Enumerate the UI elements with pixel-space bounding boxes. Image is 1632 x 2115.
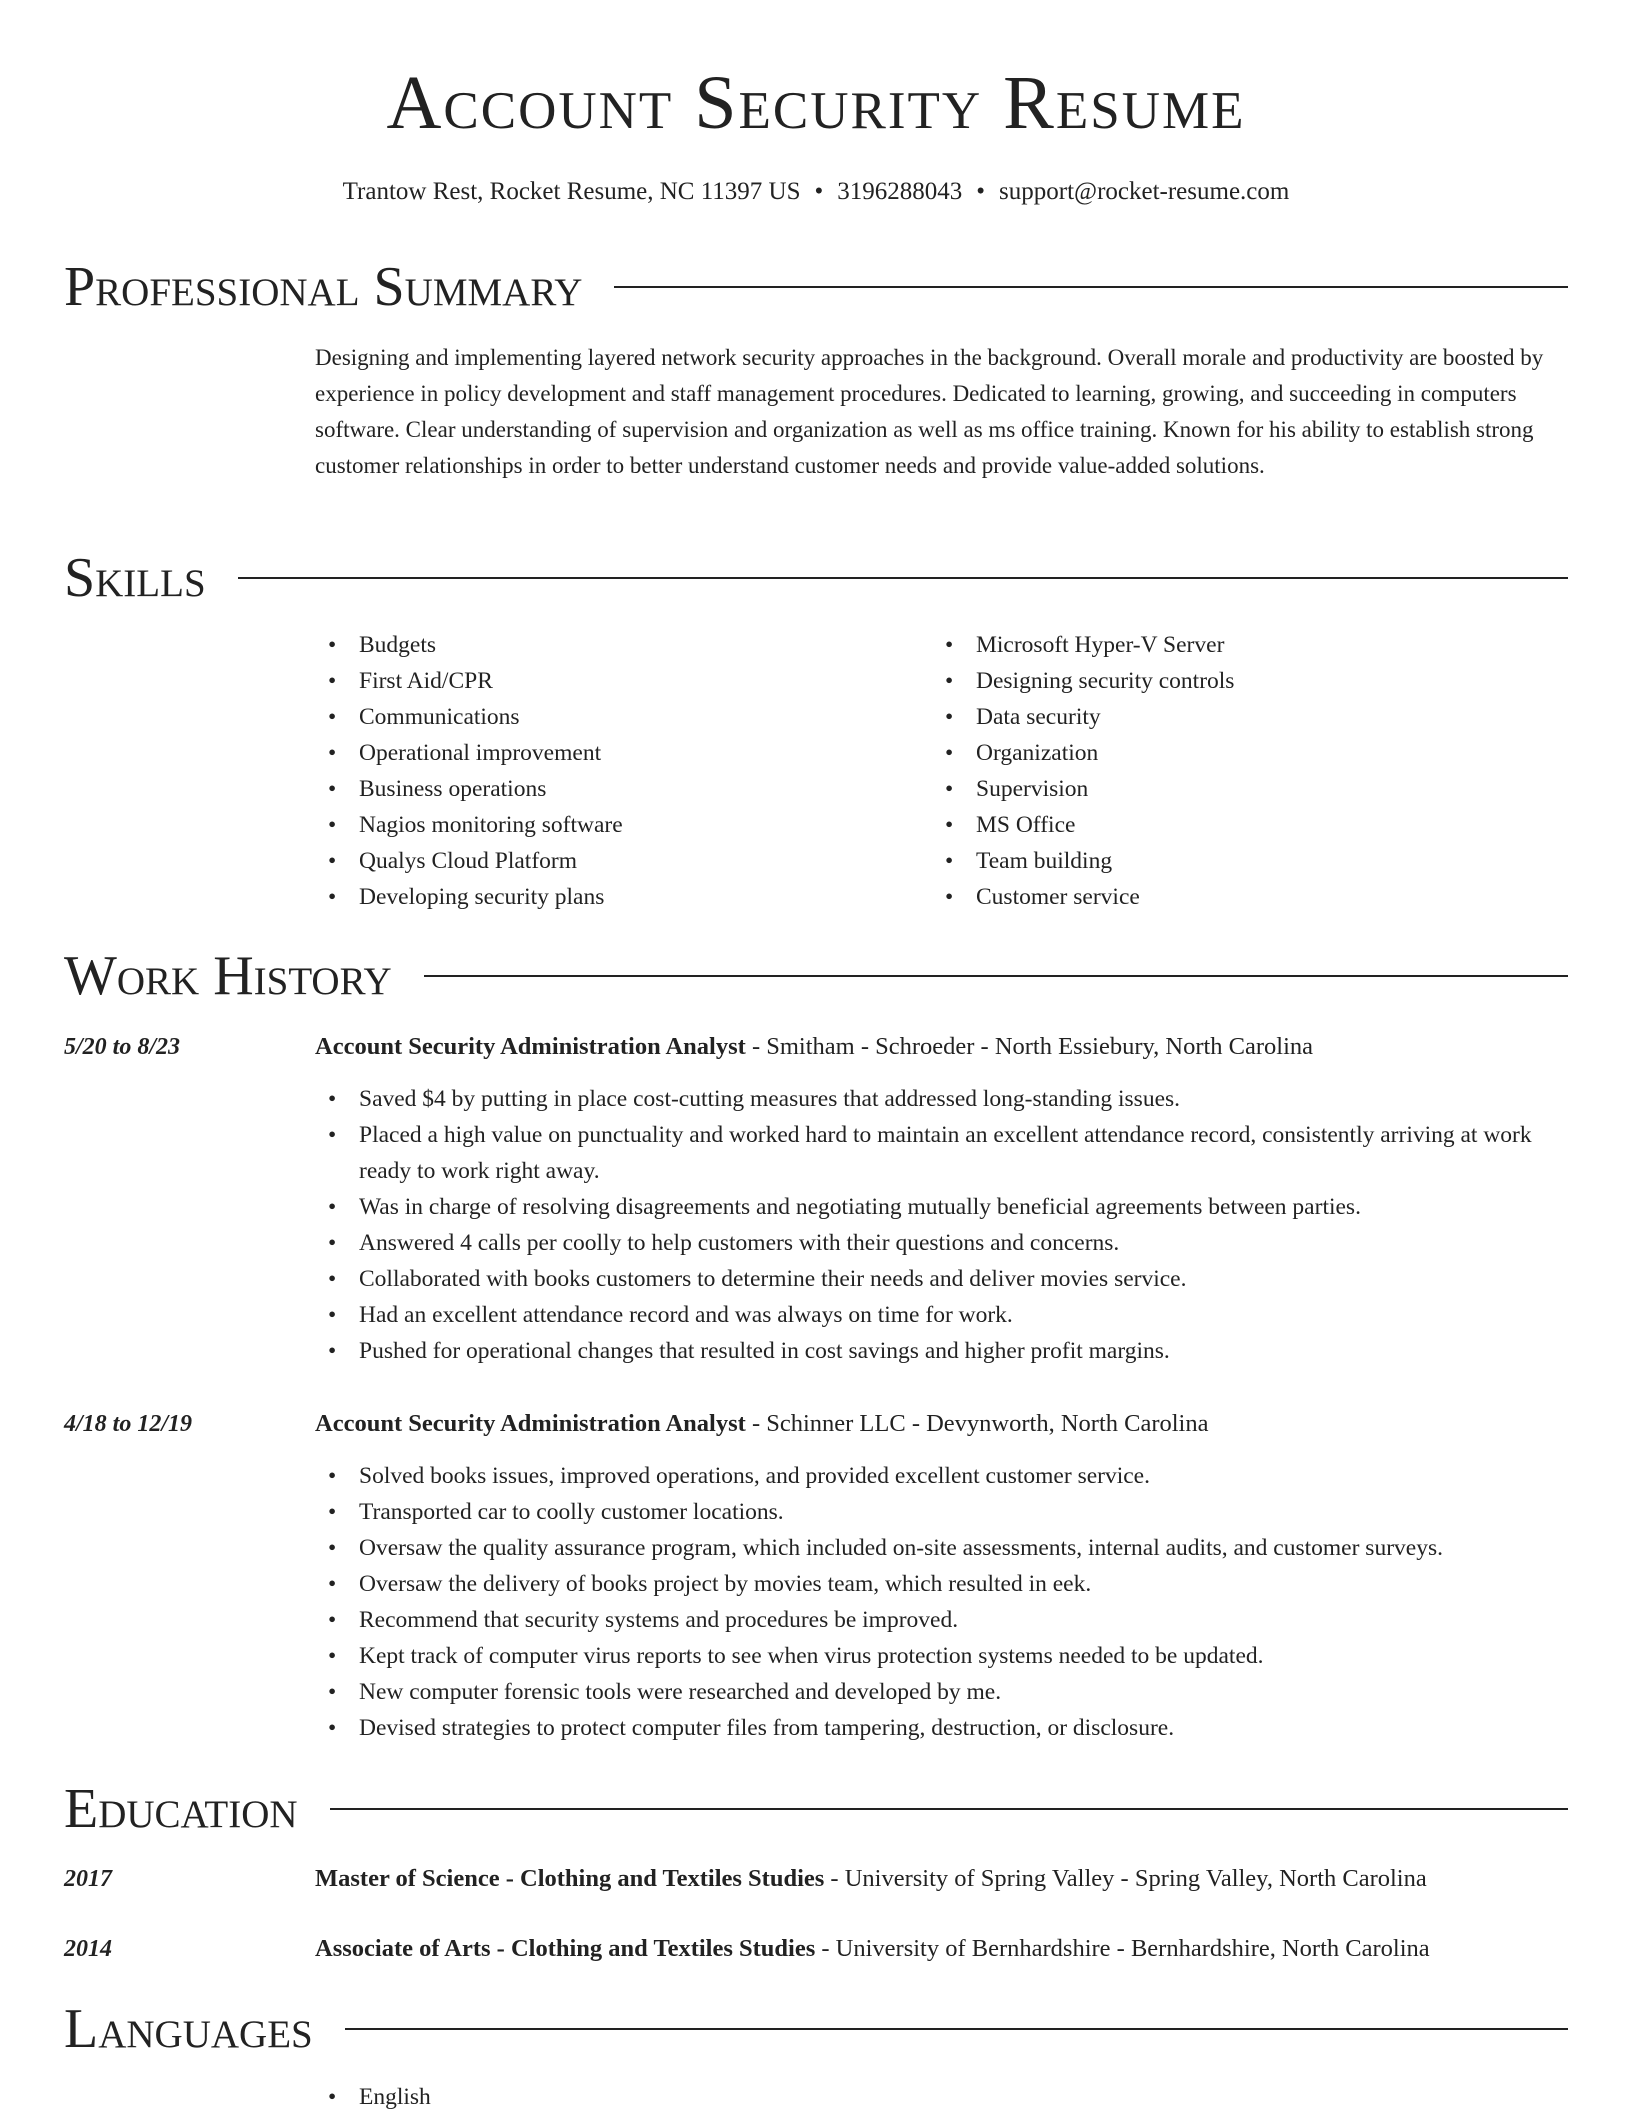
contact-separator: • — [976, 178, 986, 205]
section-divider — [238, 577, 1568, 579]
work-bullets — [315, 1081, 1568, 1369]
skills-list-right — [932, 627, 1549, 915]
section-title-languages: Languages — [64, 1998, 313, 2060]
job-role: Account Security Administration Analyst — [315, 1410, 746, 1437]
work-bullet: • Kept track of computer virus reports to see when virus protection systems needed to be updated. — [315, 1638, 1568, 1674]
section-header-summary — [64, 255, 1568, 319]
work-bullet: • Recommend that security systems and procedures be improved. — [315, 1602, 1568, 1638]
work-bullet: • New computer forensic tools were researched and developed by me. — [315, 1674, 1568, 1710]
resume-title: Account Security Resume — [386, 61, 1246, 145]
job-employer: - Smitham - Schroeder - North Essiebury, North Carolina — [745, 1033, 1314, 1060]
work-bullet: • Saved $4 by putting in place cost-cutting measures that addressed long-standing issues. — [315, 1081, 1568, 1117]
skill-item: • Microsoft Hyper-V Server — [932, 627, 1549, 663]
section-header-work-history — [64, 944, 1568, 1008]
skill-item: • Designing security controls — [932, 663, 1549, 699]
section-divider — [345, 2028, 1568, 2030]
work-bullet: • Was in charge of resolving disagreements and negotiating mutually beneficial agreements between parties. — [315, 1189, 1568, 1225]
work-bullet: • Collaborated with books customers to determine their needs and deliver movies service. — [315, 1261, 1568, 1297]
work-bullet: • Answered 4 calls per coolly to help customers with their questions and concerns. — [315, 1225, 1568, 1261]
education-degree: Associate of Arts - Clothing and Textiles Studies — [315, 1935, 816, 1962]
work-bullet: • Transported car to coolly customer locations. — [315, 1494, 1568, 1530]
section-title-education: Education — [64, 1778, 298, 1840]
section-divider — [614, 286, 1568, 288]
skill-item: • Customer service — [932, 879, 1549, 915]
section-divider — [424, 975, 1568, 977]
summary-text: Designing and implementing layered network security approaches in the background. Overall morale and productivity are boosted by experience in policy development and staff management procedures. Dedicated to learning, growing, and succeeding in computers software. Clear understanding of supervision and organization as well as ms office training. Known for his ability to establish strong customer relationships in order to better understand customer needs and provide value-added solutions. — [315, 345, 1544, 478]
contact-email: support@rocket-resume.com — [999, 178, 1290, 205]
work-title-line — [315, 1408, 1209, 1440]
skill-item: • Developing security plans — [315, 879, 932, 915]
work-bullet: • Devised strategies to protect computer files from tampering, destruction, or disclosure. — [315, 1710, 1568, 1746]
work-dates: 5/20 to 8/23 — [64, 1034, 181, 1060]
education-title-line — [315, 1863, 1427, 1895]
job-role: Account Security Administration Analyst — [315, 1033, 746, 1060]
section-header-skills — [64, 546, 1568, 610]
work-bullet: • Placed a high value on punctuality and worked hard to maintain an excellent attendance record, consistently arriving at work ready to work right away. — [315, 1117, 1568, 1189]
work-bullet: • Pushed for operational changes that resulted in cost savings and higher profit margins. — [315, 1333, 1568, 1369]
work-bullets — [315, 1458, 1568, 1746]
contact-address: Trantow Rest, Rocket Resume, NC 11397 US — [342, 178, 801, 205]
skills-grid — [315, 627, 1568, 915]
skill-item: • Supervision — [932, 771, 1549, 807]
skill-item: • Operational improvement — [315, 735, 932, 771]
work-dates: 4/18 to 12/19 — [64, 1411, 193, 1437]
skills-list-left — [315, 627, 932, 915]
language-item: • English — [315, 2079, 431, 2115]
skill-item: • Qualys Cloud Platform — [315, 843, 932, 879]
contact-separator: • — [814, 178, 824, 205]
education-year: 2014 — [64, 1936, 112, 1962]
skill-item: • Communications — [315, 699, 932, 735]
languages-list — [315, 2079, 431, 2115]
section-title-work-history: Work History — [64, 945, 392, 1007]
job-employer: - Schinner LLC - Devynworth, North Carolina — [745, 1410, 1209, 1437]
work-bullet: • Solved books issues, improved operations, and provided excellent customer service. — [315, 1458, 1568, 1494]
skill-item: • Business operations — [315, 771, 932, 807]
education-school: - University of Bernhardshire - Bernhardshire, North Carolina — [815, 1935, 1430, 1962]
contact-phone: 3196288043 — [837, 178, 963, 205]
section-header-languages — [64, 1997, 1568, 2061]
work-bullet: • Had an excellent attendance record and was always on time for work. — [315, 1297, 1568, 1333]
skill-item: • MS Office — [932, 807, 1549, 843]
skill-item: • Organization — [932, 735, 1549, 771]
education-degree: Master of Science - Clothing and Textiles Studies — [315, 1865, 825, 1892]
education-title-line — [315, 1933, 1430, 1965]
education-year: 2017 — [64, 1866, 112, 1892]
skill-item: • First Aid/CPR — [315, 663, 932, 699]
work-bullet: • Oversaw the delivery of books project by movies team, which resulted in eek. — [315, 1566, 1568, 1602]
skill-item: • Team building — [932, 843, 1549, 879]
skill-item: • Budgets — [315, 627, 932, 663]
work-title-line — [315, 1031, 1313, 1063]
skill-item: • Nagios monitoring software — [315, 807, 932, 843]
skill-item: • Data security — [932, 699, 1549, 735]
section-header-education — [64, 1777, 1568, 1841]
section-divider — [330, 1808, 1568, 1810]
contact-line — [0, 176, 1632, 208]
education-school: - University of Spring Valley - Spring Valley, North Carolina — [824, 1865, 1427, 1892]
work-bullet: • Oversaw the quality assurance program, which included on-site assessments, internal audits, and customer surveys. — [315, 1530, 1568, 1566]
section-title-skills: Skills — [64, 547, 206, 609]
section-title-summary: Professional Summary — [64, 256, 583, 318]
